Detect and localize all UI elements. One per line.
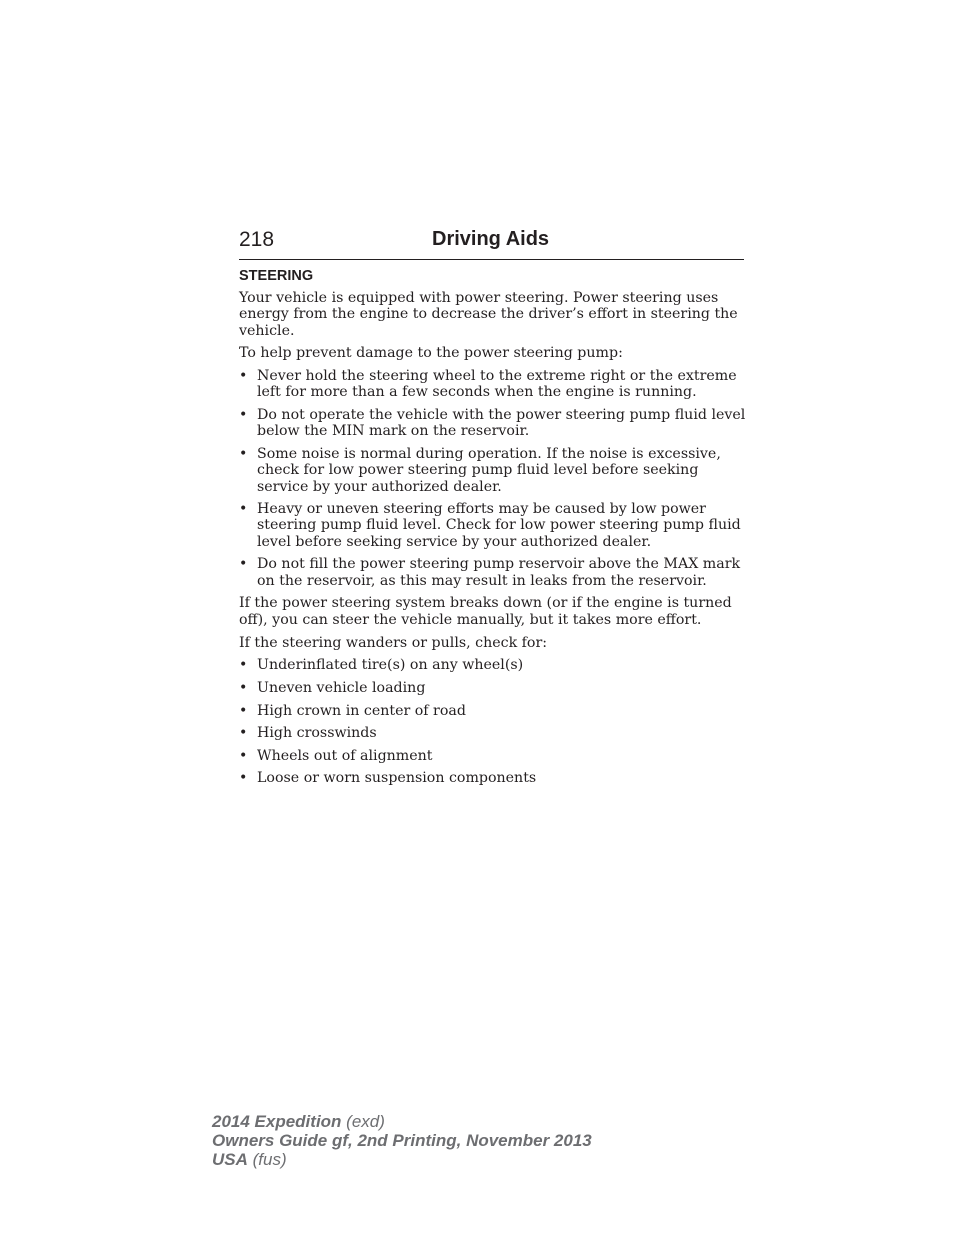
footer-market: USA — [212, 1150, 248, 1169]
page-header — [239, 228, 744, 260]
list-item — [239, 407, 747, 440]
footer-market-line — [212, 1150, 592, 1169]
bullet-icon: • — [239, 407, 248, 424]
list-item-text: Some noise is normal during operation. If the noise is excessive, check for low power steering pump fluid level before seeking service by your authorized dealer. — [257, 445, 721, 495]
footer-market-code: (fus) — [252, 1150, 287, 1169]
list-item — [239, 556, 747, 589]
bullet-icon: • — [239, 657, 248, 674]
list-item-text: Loose or worn suspension components — [257, 770, 537, 787]
footer-model: 2014 Expedition — [212, 1112, 342, 1131]
list-item-text: Do not fill the power steering pump reservoir above the MAX mark on the reservoir, as this may result in leaks from the reservoir. — [257, 556, 741, 589]
bullet-icon: • — [239, 770, 248, 787]
bullet-icon: • — [239, 368, 248, 385]
list-item-text: Wheels out of alignment — [257, 747, 433, 764]
list-item-text: Underinflated tire(s) on any wheel(s) — [257, 657, 524, 674]
list-item-text: Uneven vehicle loading — [257, 679, 426, 696]
check-lead-paragraph: If the steering wanders or pulls, check for: — [239, 634, 548, 651]
bullet-icon: • — [239, 702, 248, 719]
section-heading: STEERING — [239, 268, 314, 284]
list-item-text: Do not operate the vehicle with the power steering pump fluid level below the MIN mark on the reservoir. — [257, 407, 746, 440]
page-number: 218 — [239, 228, 275, 251]
bullet-icon: • — [239, 445, 248, 462]
page-content — [239, 267, 747, 793]
list-item — [239, 657, 747, 673]
bullet-icon: • — [239, 725, 248, 742]
footer-guide-line — [212, 1131, 592, 1150]
list-item-text: Heavy or uneven steering efforts may be caused by low power steering pump fluid level. Check for low power steering pump fluid level before seeking service by your authorized dealer. — [257, 501, 741, 550]
footer-model-code: (exd) — [346, 1112, 385, 1131]
list-item — [239, 501, 747, 550]
list-item — [239, 770, 747, 786]
footer-model-line — [212, 1112, 592, 1131]
list-item — [239, 680, 747, 696]
bullet-icon: • — [239, 501, 248, 518]
breakdown-paragraph: If the power steering system breaks down (or if the engine is turned off), you can steer the vehicle manually, but it takes more effort. — [239, 595, 732, 628]
bullet-icon: • — [239, 679, 248, 696]
list-item — [239, 748, 747, 764]
prevent-lead-paragraph: To help prevent damage to the power steering pump: — [239, 345, 623, 362]
list-item — [239, 703, 747, 719]
chapter-title: Driving Aids — [432, 228, 550, 250]
list-item — [239, 368, 747, 401]
footer-guide: Owners Guide gf, 2nd Printing, November 2013 — [212, 1131, 592, 1150]
bullet-icon: • — [239, 556, 248, 573]
list-item-text: High crown in center of road — [257, 702, 466, 719]
list-item — [239, 725, 747, 741]
check-list — [239, 657, 747, 786]
page-footer — [212, 1112, 592, 1169]
prevent-list — [239, 368, 747, 589]
list-item-text: Never hold the steering wheel to the extreme right or the extreme left for more than a few seconds when the engine is running. — [257, 368, 737, 401]
intro-paragraph: Your vehicle is equipped with power steering. Power steering uses energy from the engine to decrease the driver’s effort in steering the vehicle. — [239, 290, 738, 339]
list-item — [239, 446, 747, 495]
list-item-text: High crosswinds — [257, 725, 377, 742]
bullet-icon: • — [239, 747, 248, 764]
